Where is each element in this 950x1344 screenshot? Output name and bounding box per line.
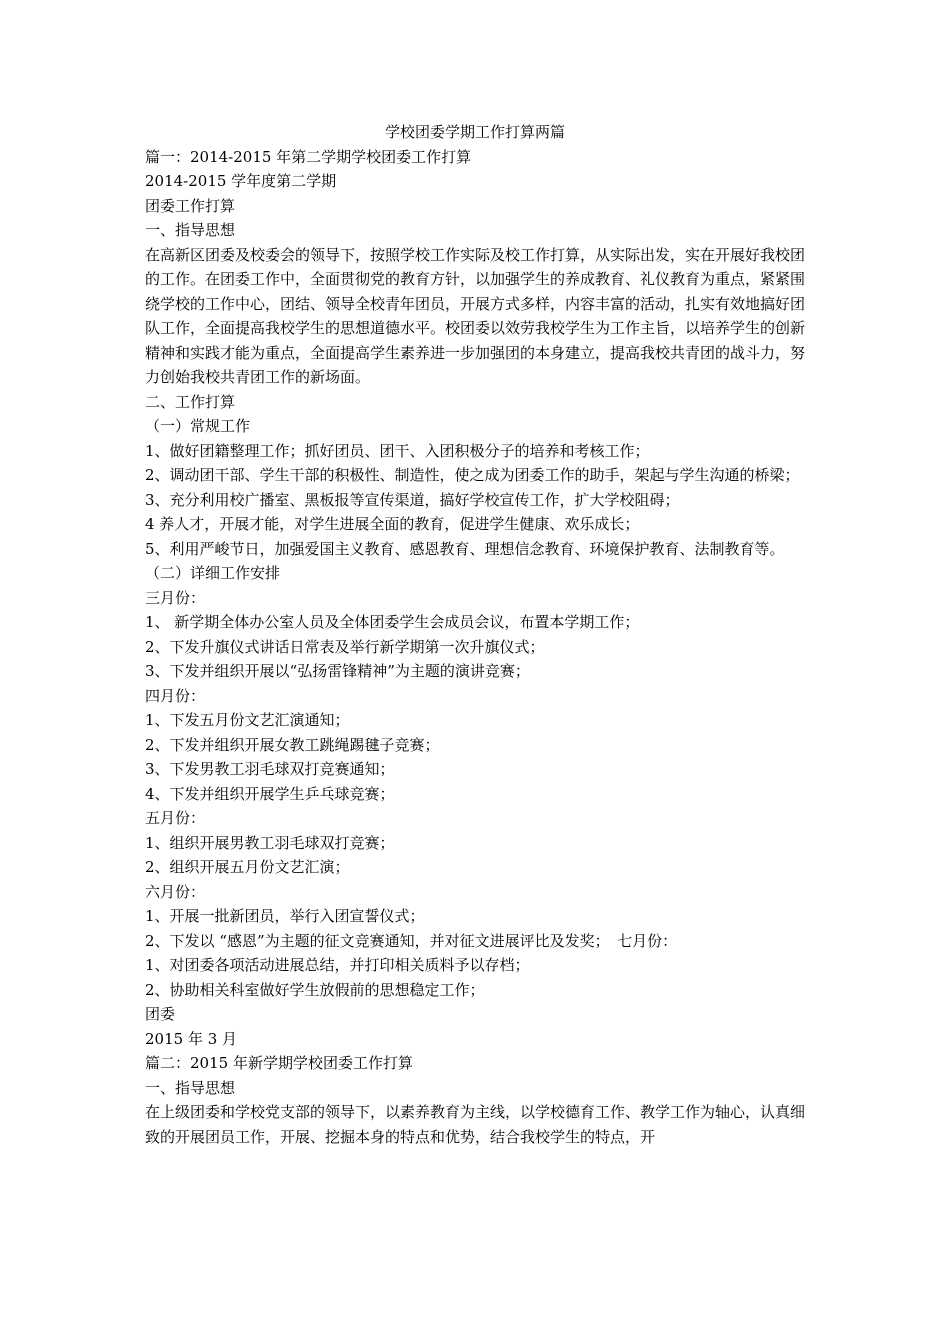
paragraph: 在上级团委和学校党支部的领导下，以素养教育为主线，以学校德育工作、教学工作为轴心，认真细致的开展团员工作，开展、挖掘本身的特点和优势，结合我校学生的特点，开: [145, 1103, 806, 1146]
subtitle-line: 2014-2015 学年度第二学期: [145, 172, 337, 190]
signature-line: 团委: [145, 1005, 176, 1023]
list-item: 3、下发并组织开展以“弘扬雷锋精神”为主题的演讲竞赛；: [145, 662, 530, 680]
subsection-heading: （一）常规工作: [145, 417, 251, 435]
list-item: 4、下发并组织开展学生乒乓球竞赛；: [145, 784, 395, 803]
list-item: 2、下发以 “感恩”为主题的征文竞赛通知，并对征文进展评比及发奖； 七月份：: [145, 931, 678, 950]
section-heading: 一、指导思想: [145, 221, 236, 239]
month-heading: 三月份：: [145, 588, 206, 607]
month-heading: 六月份：: [145, 882, 206, 901]
paragraph: 在高新区团委及校委会的领导下，按照学校工作实际及校工作打算，从实际出发，实在开展好我校团的工作。在团委工作中，全面贯彻党的教育方针，以加强学生的养成教育、礼仪教育为重点，紧紧围绕学校的工作中心，团结、领导全校青年团员，开展方式多样，内容丰富的活动，扎实有效地搞好团队工作，全面提高我校学生的思想道德水平。校团委以效劳我校学生为工作主旨，以培养学生的创新精神和实践才能为重点，全面提高学生素养进一步加强团的本身建立，提高我校共青团的战斗力，努力创始我校共青团工作的新场面。: [145, 245, 806, 386]
list-item: 3、下发男教工羽毛球双打竞赛通知；: [145, 760, 395, 778]
section-heading: 二、工作打算: [145, 392, 236, 411]
list-item: 1、下发五月份文艺汇演通知；: [145, 711, 350, 729]
subtitle-line: 团委工作打算: [145, 196, 236, 215]
section-heading: 篇一：2014-2015 年第二学期学校团委工作打算: [145, 147, 472, 166]
month-heading: 五月份：: [145, 809, 206, 827]
list-item: 3、充分利用校广播室、黑板报等宣传渠道，搞好学校宣传工作，扩大学校阻碍；: [145, 490, 680, 509]
list-item: 2、下发并组织开展女教工跳绳踢毽子竞赛；: [145, 735, 440, 754]
list-item: 1、组织开展男教工羽毛球双打竞赛；: [145, 833, 395, 852]
list-item: 2、协助相关科室做好学生放假前的思想稳定工作；: [145, 980, 485, 999]
month-heading: 四月份：: [145, 686, 206, 705]
date-line: 2015 年 3 月: [145, 1029, 238, 1048]
list-item: 1、 新学期全体办公室人员及全体团委学生会成员会议，布置本学期工作；: [145, 613, 640, 631]
section-heading: 一、指导思想: [145, 1078, 236, 1097]
list-item: 2、组织开展五月份文艺汇演；: [145, 858, 350, 876]
list-item: 1、对团委各项活动进展总结，并打印相关质料予以存档；: [145, 956, 530, 974]
list-item: 4 养人才，开展才能，对学生进展全面的教育，促进学生健康、欢乐成长；: [145, 515, 640, 533]
subsection-heading: （二）详细工作安排: [145, 564, 281, 582]
list-item: 2、调动团干部、学生干部的积极性、制造性，使之成为团委工作的助手，架起与学生沟通的桥梁；: [145, 466, 800, 484]
document-body: [145, 120, 805, 1149]
section-heading: 篇二：2015 年新学期学校团委工作打算: [145, 1054, 413, 1072]
list-item: 2、下发升旗仪式讲话日常表及举行新学期第一次升旗仪式；: [145, 637, 545, 656]
document-title: 学校团委学期工作打算两篇: [384, 123, 565, 141]
list-item: 1、开展一批新团员，举行入团宣誓仪式；: [145, 907, 425, 925]
list-item: 5、利用严峻节日，加强爱国主义教育、感恩教育、理想信念教育、环境保护教育、法制教育等。: [145, 539, 785, 558]
list-item: 1、做好团籍整理工作；抓好团员、团干、入团积极分子的培养和考核工作；: [145, 441, 650, 460]
